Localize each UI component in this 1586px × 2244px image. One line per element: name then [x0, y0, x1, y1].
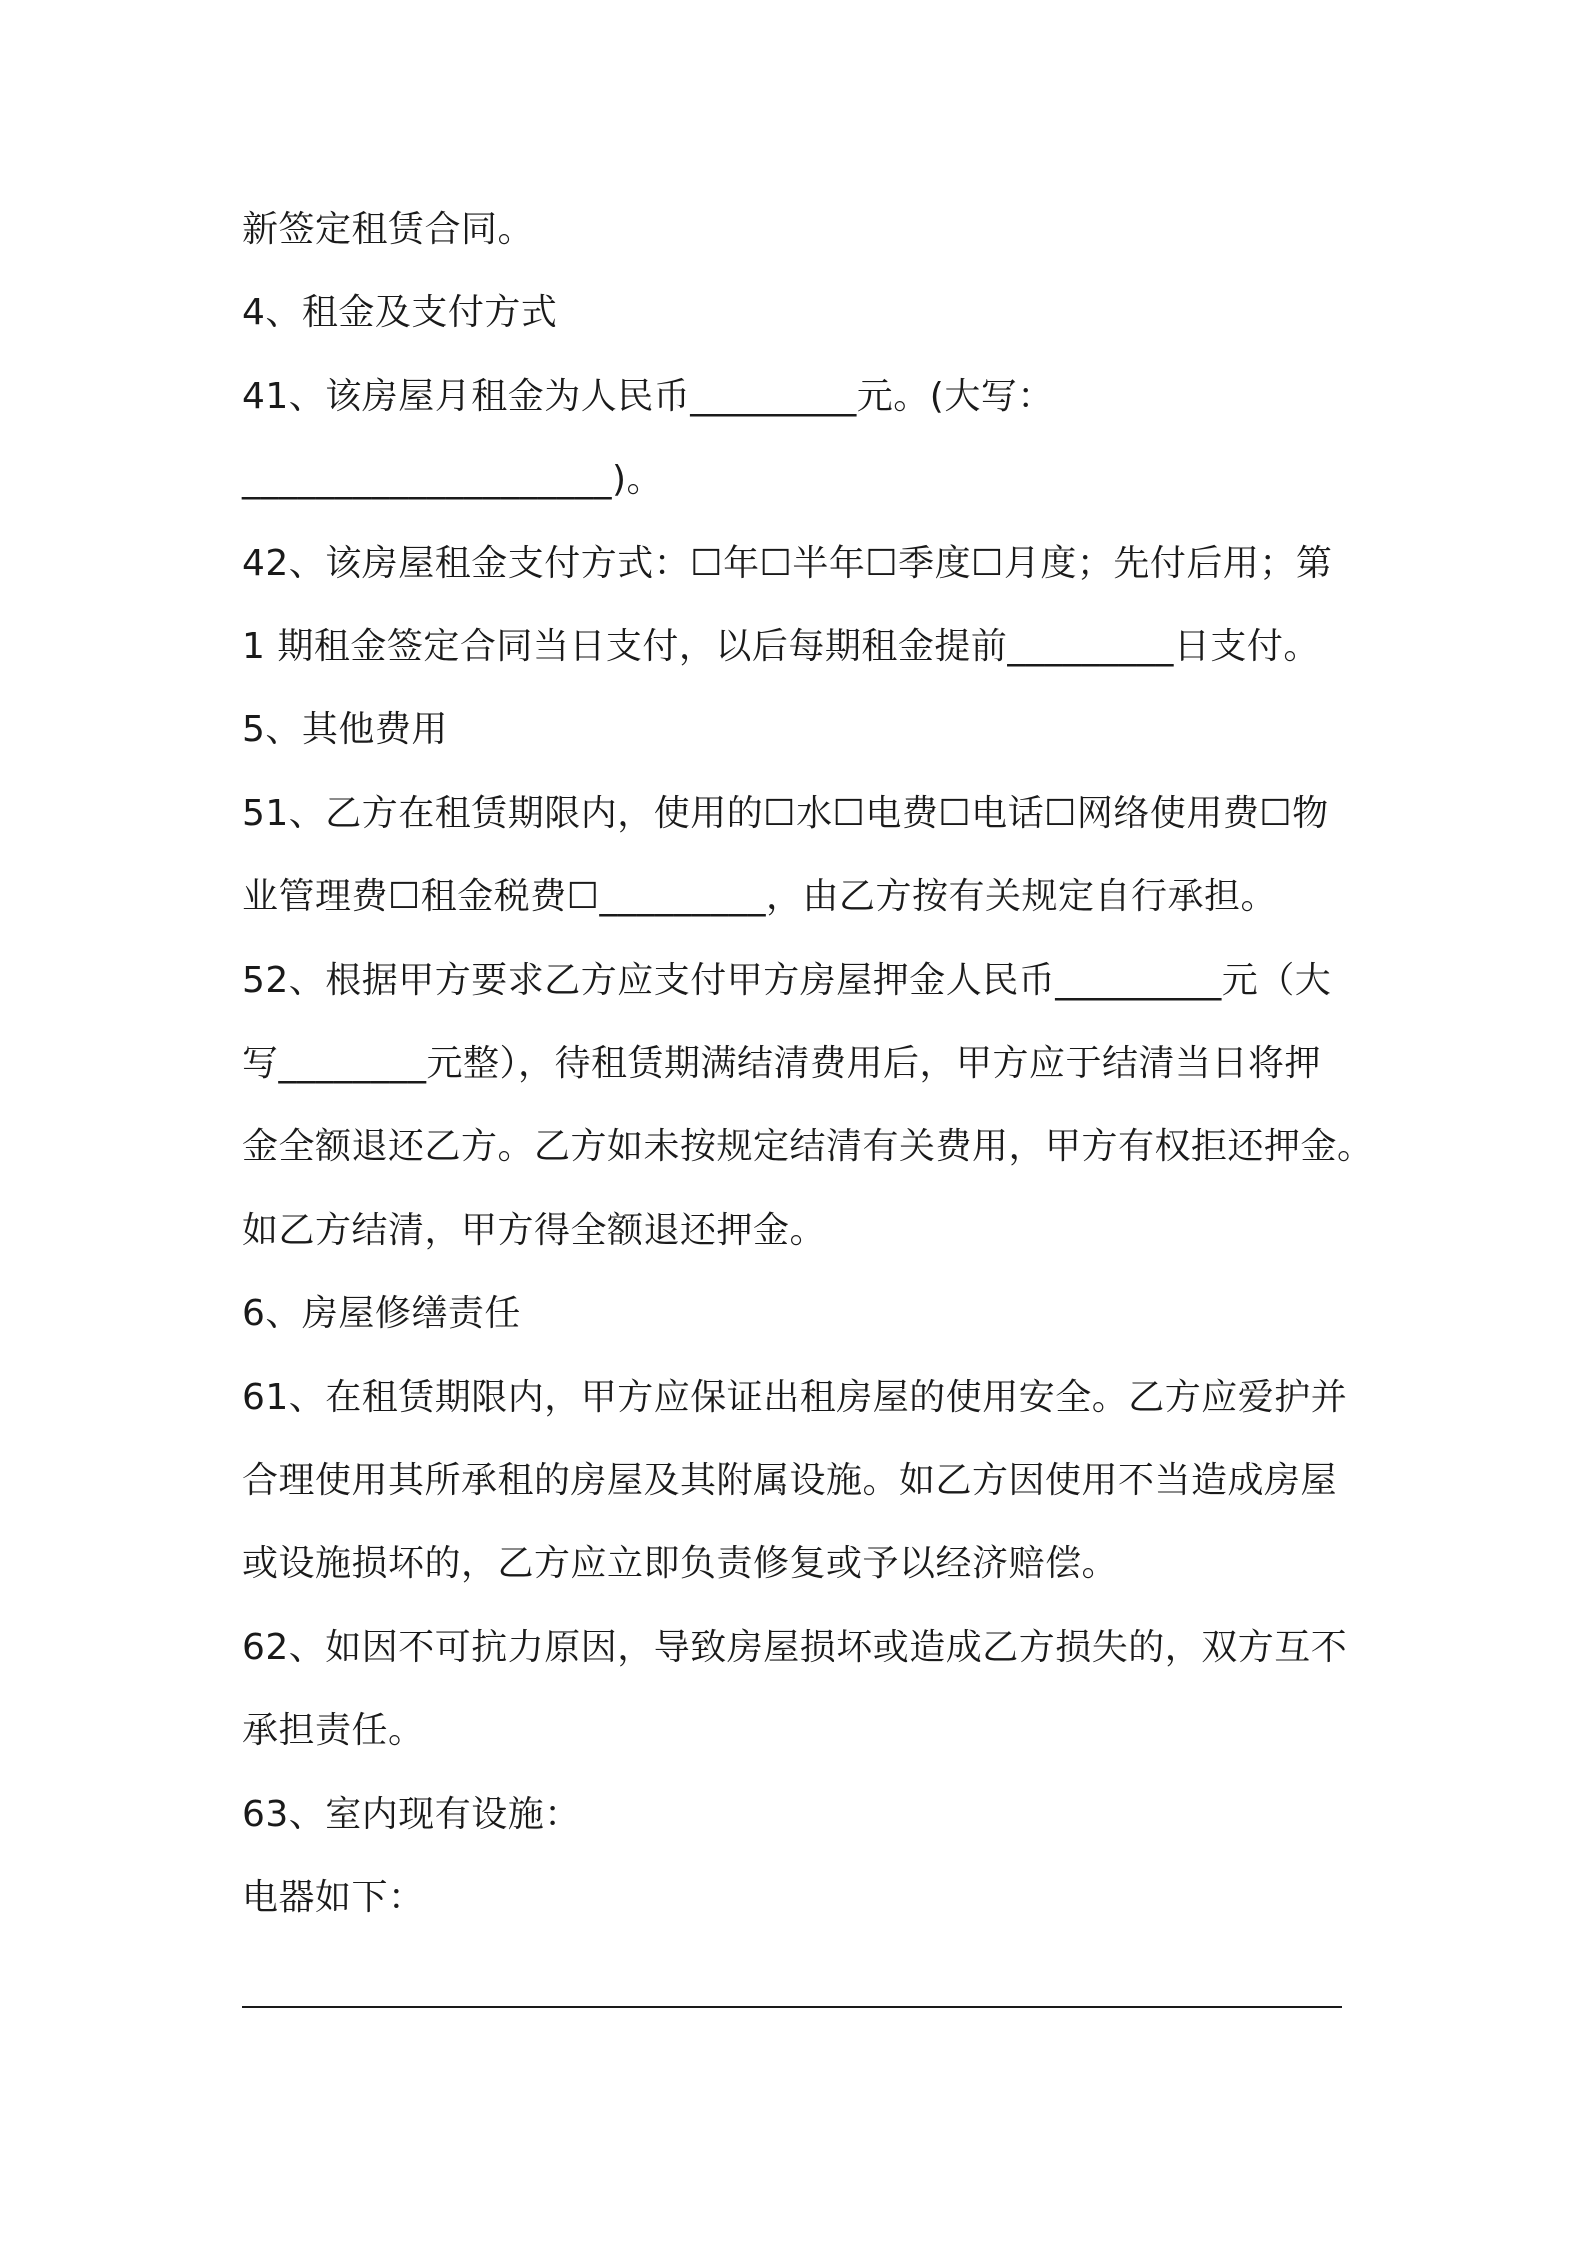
clause-4-1-line-1: 41、该房屋月租金为人民币_________元。(大写： — [242, 376, 1054, 417]
clause-5-1-line-2: 业管理费☐租金税费☐_________，由乙方按有关规定自行承担。 — [242, 876, 1278, 917]
clause-6-1-line-3: 或设施损坏的，乙方应立即负责修复或予以经济赔偿。 — [242, 1543, 1119, 1584]
clause-6-1-line-1: 61、在租赁期限内，甲方应保证出租房屋的使用安全。乙方应爱护并 — [242, 1377, 1348, 1418]
clause-6-2-line-2: 承担责任。 — [242, 1710, 425, 1751]
section-heading-rent-payment: 4、租金及支付方式 — [242, 292, 558, 333]
clause-5-2-line-4: 如乙方结清，甲方得全额退还押金。 — [242, 1210, 827, 1251]
clause-4-2-line-1: 42、该房屋租金支付方式：☐年☐半年☐季度☐月度；先付后用；第 — [242, 543, 1333, 584]
clause-4-2-line-2: 1 期租金签定合同当日支付，以后每期租金提前_________日支付。 — [242, 626, 1320, 667]
appliances-fill-in-line — [242, 2006, 1342, 2008]
section-heading-repair: 6、房屋修缮责任 — [242, 1293, 521, 1334]
text-line-continuation: 新签定租赁合同。 — [242, 209, 535, 250]
clause-5-2-line-1: 52、根据甲方要求乙方应支付甲方房屋押金人民币_________元（大 — [242, 960, 1332, 1001]
clause-5-2-line-3: 金全额退还乙方。乙方如未按规定结清有关费用，甲方有权拒还押金。 — [242, 1126, 1374, 1167]
section-heading-other-fees: 5、其他费用 — [242, 709, 448, 750]
clause-5-2-line-2: 写________元整），待租赁期满结清费用后，甲方应于结清当日将押 — [242, 1043, 1322, 1084]
appliances-label: 电器如下： — [242, 1877, 425, 1918]
clause-4-1-line-2: ____________________)。 — [242, 459, 664, 500]
clause-6-1-line-2: 合理使用其所承租的房屋及其附属设施。如乙方因使用不当造成房屋 — [242, 1460, 1338, 1501]
clause-5-1-line-1: 51、乙方在租赁期限内，使用的☐水☐电费☐电话☐网络使用费☐物 — [242, 793, 1329, 834]
clause-6-2-line-1: 62、如因不可抗力原因，导致房屋损坏或造成乙方损失的，双方互不 — [242, 1627, 1348, 1668]
clause-6-3: 63、室内现有设施： — [242, 1794, 581, 1835]
